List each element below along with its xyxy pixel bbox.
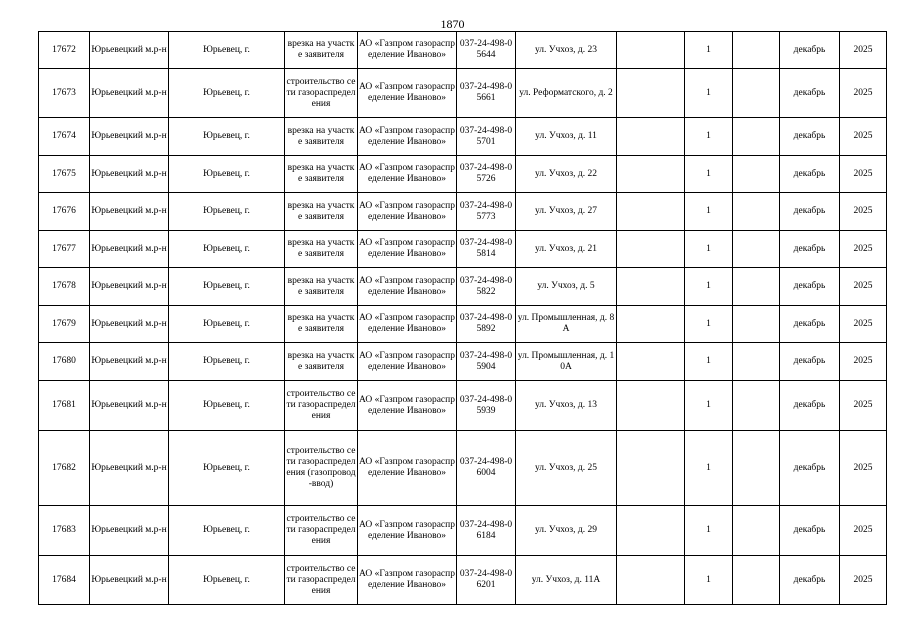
month-cell: декабрь xyxy=(780,381,840,431)
count-cell: 1 xyxy=(685,556,733,605)
empty-cell xyxy=(617,268,685,306)
table-row xyxy=(39,32,887,69)
town-cell: Юрьевец, г. xyxy=(169,193,285,231)
organization-cell: АО «Газпром газораспределение Иваново» xyxy=(358,381,457,431)
work-type-cell: врезка на участке заявителя xyxy=(285,32,358,69)
town-cell: Юрьевец, г. xyxy=(169,306,285,343)
town-cell: Юрьевец, г. xyxy=(169,156,285,193)
district-cell: Юрьевецкий м.р-н xyxy=(90,69,169,118)
object-code-cell: 037-24-498-05773 xyxy=(457,193,516,231)
table-row xyxy=(39,381,887,431)
empty-cell xyxy=(617,431,685,506)
address-cell: ул. Учхоз, д. 23 xyxy=(516,32,617,69)
month-cell: декабрь xyxy=(780,118,840,156)
month-cell: декабрь xyxy=(780,231,840,268)
registry-table xyxy=(38,31,887,605)
work-type-cell: врезка на участке заявителя xyxy=(285,306,358,343)
empty-cell xyxy=(617,343,685,381)
address-cell: ул. Промышленная, д. 10А xyxy=(516,343,617,381)
town-cell: Юрьевец, г. xyxy=(169,381,285,431)
object-code-cell: 037-24-498-05822 xyxy=(457,268,516,306)
address-cell: ул. Учхоз, д. 27 xyxy=(516,193,617,231)
count-cell: 1 xyxy=(685,268,733,306)
address-cell: ул. Учхоз, д. 11А xyxy=(516,556,617,605)
record-number-cell: 17681 xyxy=(39,381,90,431)
town-cell: Юрьевец, г. xyxy=(169,231,285,268)
table-row xyxy=(39,431,887,506)
organization-cell: АО «Газпром газораспределение Иваново» xyxy=(358,231,457,268)
address-cell: ул. Реформатского, д. 2 xyxy=(516,69,617,118)
record-number-cell: 17683 xyxy=(39,506,90,556)
record-number-cell: 17675 xyxy=(39,156,90,193)
empty-cell xyxy=(733,231,780,268)
count-cell: 1 xyxy=(685,231,733,268)
town-cell: Юрьевец, г. xyxy=(169,556,285,605)
address-cell: ул. Учхоз, д. 22 xyxy=(516,156,617,193)
empty-cell xyxy=(617,156,685,193)
town-cell: Юрьевец, г. xyxy=(169,118,285,156)
work-type-cell: врезка на участке заявителя xyxy=(285,343,358,381)
count-cell: 1 xyxy=(685,32,733,69)
organization-cell: АО «Газпром газораспределение Иваново» xyxy=(358,69,457,118)
address-cell: ул. Промышленная, д. 8А xyxy=(516,306,617,343)
work-type-cell: врезка на участке заявителя xyxy=(285,268,358,306)
year-cell: 2025 xyxy=(840,156,887,193)
year-cell: 2025 xyxy=(840,193,887,231)
object-code-cell: 037-24-498-06201 xyxy=(457,556,516,605)
address-cell: ул. Учхоз, д. 21 xyxy=(516,231,617,268)
work-type-cell: строительство сети газораспределения xyxy=(285,381,358,431)
record-number-cell: 17673 xyxy=(39,69,90,118)
district-cell: Юрьевецкий м.р-н xyxy=(90,343,169,381)
table-row xyxy=(39,69,887,118)
table-row xyxy=(39,118,887,156)
work-type-cell: строительство сети газораспределения xyxy=(285,69,358,118)
district-cell: Юрьевецкий м.р-н xyxy=(90,506,169,556)
empty-cell xyxy=(617,69,685,118)
year-cell: 2025 xyxy=(840,381,887,431)
empty-cell xyxy=(733,556,780,605)
month-cell: декабрь xyxy=(780,193,840,231)
district-cell: Юрьевецкий м.р-н xyxy=(90,431,169,506)
table-row xyxy=(39,268,887,306)
empty-cell xyxy=(733,306,780,343)
work-type-cell: врезка на участке заявителя xyxy=(285,231,358,268)
year-cell: 2025 xyxy=(840,69,887,118)
organization-cell: АО «Газпром газораспределение Иваново» xyxy=(358,32,457,69)
address-cell: ул. Учхоз, д. 25 xyxy=(516,431,617,506)
empty-cell xyxy=(617,381,685,431)
table-row xyxy=(39,343,887,381)
district-cell: Юрьевецкий м.р-н xyxy=(90,32,169,69)
organization-cell: АО «Газпром газораспределение Иваново» xyxy=(358,268,457,306)
page-number: 1870 xyxy=(440,17,465,31)
district-cell: Юрьевецкий м.р-н xyxy=(90,268,169,306)
empty-cell xyxy=(617,118,685,156)
district-cell: Юрьевецкий м.р-н xyxy=(90,118,169,156)
object-code-cell: 037-24-498-05701 xyxy=(457,118,516,156)
table-row xyxy=(39,306,887,343)
object-code-cell: 037-24-498-05892 xyxy=(457,306,516,343)
town-cell: Юрьевец, г. xyxy=(169,268,285,306)
district-cell: Юрьевецкий м.р-н xyxy=(90,306,169,343)
object-code-cell: 037-24-498-05661 xyxy=(457,69,516,118)
record-number-cell: 17677 xyxy=(39,231,90,268)
count-cell: 1 xyxy=(685,381,733,431)
record-number-cell: 17684 xyxy=(39,556,90,605)
district-cell: Юрьевецкий м.р-н xyxy=(90,381,169,431)
empty-cell xyxy=(733,156,780,193)
town-cell: Юрьевец, г. xyxy=(169,32,285,69)
month-cell: декабрь xyxy=(780,556,840,605)
address-cell: ул. Учхоз, д. 5 xyxy=(516,268,617,306)
count-cell: 1 xyxy=(685,506,733,556)
table-row xyxy=(39,506,887,556)
month-cell: декабрь xyxy=(780,69,840,118)
table-row xyxy=(39,231,887,268)
object-code-cell: 037-24-498-05904 xyxy=(457,343,516,381)
year-cell: 2025 xyxy=(840,556,887,605)
empty-cell xyxy=(733,431,780,506)
month-cell: декабрь xyxy=(780,306,840,343)
empty-cell xyxy=(733,343,780,381)
empty-cell xyxy=(733,381,780,431)
object-code-cell: 037-24-498-06004 xyxy=(457,431,516,506)
object-code-cell: 037-24-498-05644 xyxy=(457,32,516,69)
month-cell: декабрь xyxy=(780,32,840,69)
month-cell: декабрь xyxy=(780,343,840,381)
organization-cell: АО «Газпром газораспределение Иваново» xyxy=(358,343,457,381)
organization-cell: АО «Газпром газораспределение Иваново» xyxy=(358,156,457,193)
organization-cell: АО «Газпром газораспределение Иваново» xyxy=(358,431,457,506)
empty-cell xyxy=(617,306,685,343)
year-cell: 2025 xyxy=(840,343,887,381)
count-cell: 1 xyxy=(685,431,733,506)
town-cell: Юрьевец, г. xyxy=(169,431,285,506)
address-cell: ул. Учхоз, д. 29 xyxy=(516,506,617,556)
organization-cell: АО «Газпром газораспределение Иваново» xyxy=(358,193,457,231)
count-cell: 1 xyxy=(685,69,733,118)
district-cell: Юрьевецкий м.р-н xyxy=(90,193,169,231)
object-code-cell: 037-24-498-05814 xyxy=(457,231,516,268)
month-cell: декабрь xyxy=(780,268,840,306)
table-row xyxy=(39,193,887,231)
work-type-cell: строительство сети газораспределения (газопровод-ввод) xyxy=(285,431,358,506)
year-cell: 2025 xyxy=(840,231,887,268)
empty-cell xyxy=(617,32,685,69)
empty-cell xyxy=(733,32,780,69)
count-cell: 1 xyxy=(685,118,733,156)
year-cell: 2025 xyxy=(840,431,887,506)
empty-cell xyxy=(733,69,780,118)
record-number-cell: 17676 xyxy=(39,193,90,231)
table-row xyxy=(39,156,887,193)
empty-cell xyxy=(733,268,780,306)
work-type-cell: врезка на участке заявителя xyxy=(285,193,358,231)
organization-cell: АО «Газпром газораспределение Иваново» xyxy=(358,506,457,556)
year-cell: 2025 xyxy=(840,32,887,69)
record-number-cell: 17680 xyxy=(39,343,90,381)
count-cell: 1 xyxy=(685,156,733,193)
town-cell: Юрьевец, г. xyxy=(169,343,285,381)
record-number-cell: 17678 xyxy=(39,268,90,306)
record-number-cell: 17674 xyxy=(39,118,90,156)
count-cell: 1 xyxy=(685,306,733,343)
work-type-cell: строительство сети газораспределения xyxy=(285,556,358,605)
empty-cell xyxy=(733,193,780,231)
empty-cell xyxy=(617,506,685,556)
town-cell: Юрьевец, г. xyxy=(169,69,285,118)
object-code-cell: 037-24-498-05939 xyxy=(457,381,516,431)
record-number-cell: 17672 xyxy=(39,32,90,69)
address-cell: ул. Учхоз, д. 13 xyxy=(516,381,617,431)
work-type-cell: врезка на участке заявителя xyxy=(285,156,358,193)
district-cell: Юрьевецкий м.р-н xyxy=(90,156,169,193)
empty-cell xyxy=(733,506,780,556)
organization-cell: АО «Газпром газораспределение Иваново» xyxy=(358,118,457,156)
month-cell: декабрь xyxy=(780,431,840,506)
district-cell: Юрьевецкий м.р-н xyxy=(90,556,169,605)
empty-cell xyxy=(617,193,685,231)
organization-cell: АО «Газпром газораспределение Иваново» xyxy=(358,556,457,605)
object-code-cell: 037-24-498-05726 xyxy=(457,156,516,193)
table-row xyxy=(39,556,887,605)
object-code-cell: 037-24-498-06184 xyxy=(457,506,516,556)
district-cell: Юрьевецкий м.р-н xyxy=(90,231,169,268)
record-number-cell: 17682 xyxy=(39,431,90,506)
year-cell: 2025 xyxy=(840,268,887,306)
empty-cell xyxy=(733,118,780,156)
year-cell: 2025 xyxy=(840,118,887,156)
organization-cell: АО «Газпром газораспределение Иваново» xyxy=(358,306,457,343)
registry-body xyxy=(39,32,887,605)
month-cell: декабрь xyxy=(780,506,840,556)
town-cell: Юрьевец, г. xyxy=(169,506,285,556)
year-cell: 2025 xyxy=(840,306,887,343)
count-cell: 1 xyxy=(685,193,733,231)
work-type-cell: строительство сети газораспределения xyxy=(285,506,358,556)
empty-cell xyxy=(617,556,685,605)
work-type-cell: врезка на участке заявителя xyxy=(285,118,358,156)
address-cell: ул. Учхоз, д. 11 xyxy=(516,118,617,156)
year-cell: 2025 xyxy=(840,506,887,556)
count-cell: 1 xyxy=(685,343,733,381)
empty-cell xyxy=(617,231,685,268)
record-number-cell: 17679 xyxy=(39,306,90,343)
month-cell: декабрь xyxy=(780,156,840,193)
